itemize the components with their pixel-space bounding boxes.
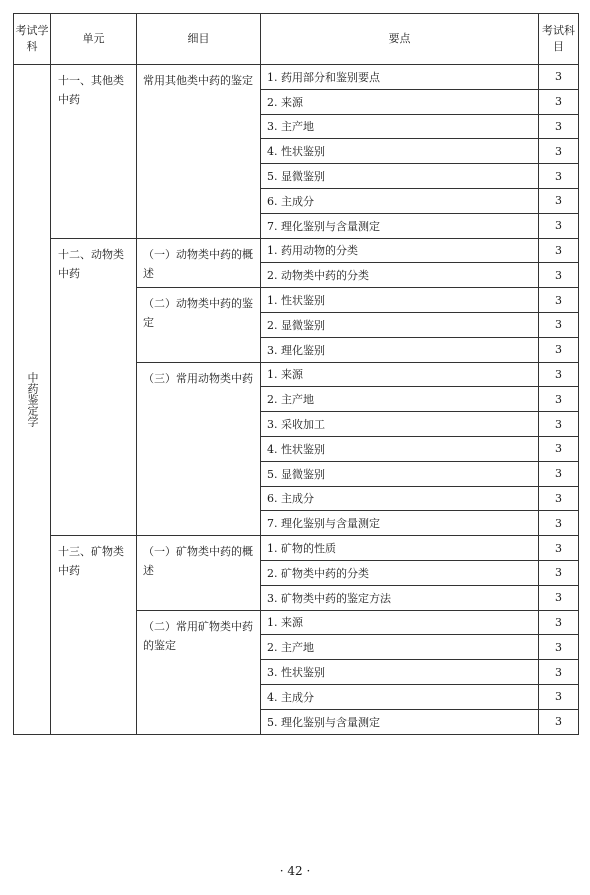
count-cell: 3 [539,65,579,90]
count-cell: 3 [539,164,579,189]
count-cell: 3 [539,610,579,635]
detail-cell: 常用其他类中药的鉴定 [137,65,261,239]
point-cell: 1. 来源 [261,610,539,635]
count-cell: 3 [539,486,579,511]
count-cell: 3 [539,188,579,213]
count-cell: 3 [539,709,579,734]
count-cell: 3 [539,114,579,139]
header-unit: 单元 [51,14,137,65]
detail-cell: （一）动物类中药的概述 [137,238,261,288]
count-cell: 3 [539,412,579,437]
detail-cell: （二）常用矿物类中药的鉴定 [137,610,261,734]
unit-cell: 十一、其他类中药 [51,65,137,239]
count-cell: 3 [539,560,579,585]
point-cell: 3. 矿物类中药的鉴定方法 [261,585,539,610]
unit-cell: 十三、矿物类中药 [51,536,137,734]
count-cell: 3 [539,263,579,288]
count-cell: 3 [539,536,579,561]
count-cell: 3 [539,238,579,263]
subject-cell [14,65,51,735]
count-cell: 3 [539,585,579,610]
subject-label: 中药鉴定学 [26,371,39,427]
unit-cell: 十二、动物类中药 [51,238,137,536]
count-cell: 3 [539,461,579,486]
point-cell: 5. 显微鉴别 [261,164,539,189]
point-cell: 7. 理化鉴别与含量测定 [261,213,539,238]
count-cell: 3 [539,635,579,660]
table-body [14,65,579,735]
table-row [14,65,579,90]
detail-cell: （三）常用动物类中药 [137,362,261,536]
count-cell: 3 [539,436,579,461]
count-cell: 3 [539,684,579,709]
point-cell: 4. 性状鉴别 [261,436,539,461]
point-cell: 3. 主产地 [261,114,539,139]
header-detail: 细目 [137,14,261,65]
count-cell: 3 [539,288,579,313]
count-cell: 3 [539,312,579,337]
point-cell: 1. 药用部分和鉴别要点 [261,65,539,90]
point-cell: 6. 主成分 [261,188,539,213]
point-cell: 7. 理化鉴别与含量测定 [261,511,539,536]
count-cell: 3 [539,89,579,114]
point-cell: 6. 主成分 [261,486,539,511]
point-cell: 2. 主产地 [261,387,539,412]
point-cell: 2. 来源 [261,89,539,114]
point-cell: 3. 性状鉴别 [261,660,539,685]
point-cell: 3. 采收加工 [261,412,539,437]
point-cell: 3. 理化鉴别 [261,337,539,362]
table-row [14,238,579,263]
table-row [14,536,579,561]
point-cell: 1. 性状鉴别 [261,288,539,313]
detail-cell: （一）矿物类中药的概述 [137,536,261,610]
point-cell: 5. 显微鉴别 [261,461,539,486]
count-cell: 3 [539,511,579,536]
count-cell: 3 [539,213,579,238]
point-cell: 1. 来源 [261,362,539,387]
header-subject: 考试学科 [14,14,51,65]
point-cell: 1. 矿物的性质 [261,536,539,561]
point-cell: 2. 矿物类中药的分类 [261,560,539,585]
header-points: 要点 [261,14,539,65]
count-cell: 3 [539,362,579,387]
point-cell: 1. 药用动物的分类 [261,238,539,263]
point-cell: 4. 主成分 [261,684,539,709]
point-cell: 5. 理化鉴别与含量测定 [261,709,539,734]
table-header-row [14,14,579,65]
count-cell: 3 [539,337,579,362]
page-number: · 42 · [279,864,311,878]
point-cell: 2. 动物类中药的分类 [261,263,539,288]
point-cell: 2. 主产地 [261,635,539,660]
point-cell: 2. 显微鉴别 [261,312,539,337]
syllabus-table [13,13,579,735]
detail-cell: （二）动物类中药的鉴定 [137,288,261,362]
header-count: 考试科目 [539,14,579,65]
count-cell: 3 [539,139,579,164]
point-cell: 4. 性状鉴别 [261,139,539,164]
count-cell: 3 [539,660,579,685]
count-cell: 3 [539,387,579,412]
